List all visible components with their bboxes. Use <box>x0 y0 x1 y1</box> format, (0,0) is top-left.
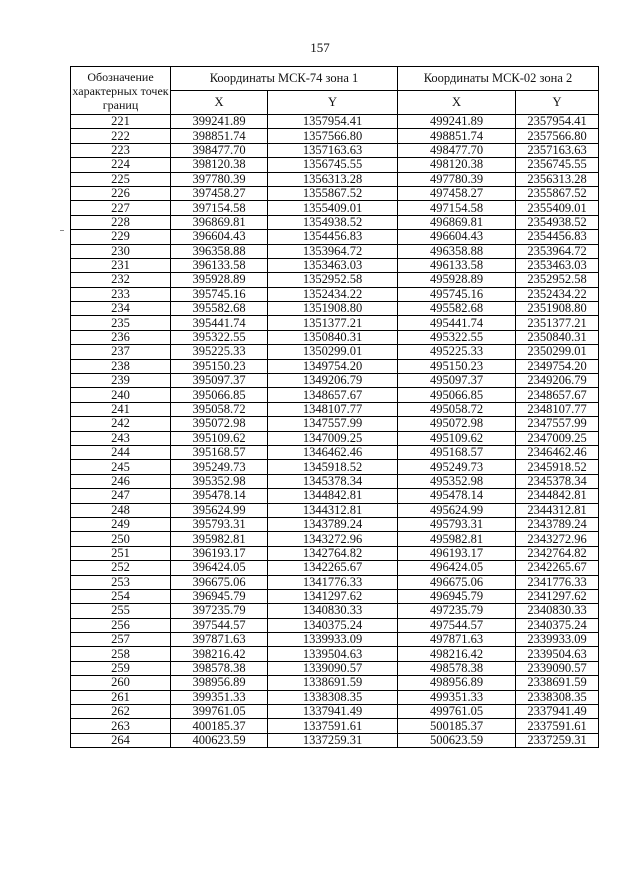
table-row <box>71 503 599 517</box>
cell-point-number: 225 <box>71 172 171 186</box>
cell-point-number: 246 <box>71 474 171 488</box>
table-row <box>71 374 599 388</box>
cell-point-number: 240 <box>71 388 171 402</box>
cell-point-number: 263 <box>71 719 171 733</box>
cell-msk02-y: 2354456.83 <box>516 230 599 244</box>
cell-msk02-y: 2342764.82 <box>516 546 599 560</box>
cell-msk02-x: 496604.43 <box>398 230 516 244</box>
cell-point-number: 224 <box>71 158 171 172</box>
table-row <box>71 273 599 287</box>
cell-msk02-x: 495322.55 <box>398 330 516 344</box>
cell-msk74-x: 396869.81 <box>171 215 268 229</box>
cell-msk02-x: 498578.38 <box>398 661 516 675</box>
table-row <box>71 287 599 301</box>
cell-msk74-x: 395249.73 <box>171 460 268 474</box>
cell-msk74-x: 395150.23 <box>171 359 268 373</box>
cell-msk74-x: 398477.70 <box>171 143 268 157</box>
table-row <box>71 733 599 747</box>
cell-msk74-y: 1343789.24 <box>268 517 398 531</box>
cell-msk02-x: 497154.58 <box>398 201 516 215</box>
cell-msk02-x: 496424.05 <box>398 561 516 575</box>
cell-msk02-y: 2356745.55 <box>516 158 599 172</box>
cell-msk02-x: 495066.85 <box>398 388 516 402</box>
cell-msk02-x: 495928.89 <box>398 273 516 287</box>
cell-msk02-y: 2353964.72 <box>516 244 599 258</box>
table-row <box>71 158 599 172</box>
table-row <box>71 460 599 474</box>
cell-point-number: 260 <box>71 676 171 690</box>
cell-msk74-x: 395168.57 <box>171 445 268 459</box>
cell-msk02-y: 2348657.67 <box>516 388 599 402</box>
cell-msk74-x: 396193.17 <box>171 546 268 560</box>
cell-msk02-x: 498956.89 <box>398 676 516 690</box>
cell-msk02-x: 497780.39 <box>398 172 516 186</box>
cell-msk02-y: 2346462.46 <box>516 445 599 459</box>
cell-point-number: 239 <box>71 374 171 388</box>
cell-point-number: 238 <box>71 359 171 373</box>
cell-msk74-y: 1354938.52 <box>268 215 398 229</box>
cell-msk02-y: 2343272.96 <box>516 532 599 546</box>
cell-msk74-y: 1341297.62 <box>268 589 398 603</box>
cell-msk02-y: 2345918.52 <box>516 460 599 474</box>
table-row <box>71 201 599 215</box>
cell-point-number: 234 <box>71 302 171 316</box>
cell-msk02-x: 499241.89 <box>398 115 516 129</box>
cell-msk74-y: 1351908.80 <box>268 302 398 316</box>
cell-msk02-y: 2343789.24 <box>516 517 599 531</box>
cell-point-number: 250 <box>71 532 171 546</box>
cell-msk02-x: 498851.74 <box>398 129 516 143</box>
cell-msk02-y: 2348107.77 <box>516 402 599 416</box>
table-header <box>71 67 599 115</box>
cell-msk74-x: 395982.81 <box>171 532 268 546</box>
cell-msk02-x: 498477.70 <box>398 143 516 157</box>
cell-point-number: 236 <box>71 330 171 344</box>
cell-point-number: 233 <box>71 287 171 301</box>
cell-point-number: 262 <box>71 705 171 719</box>
table-row <box>71 359 599 373</box>
cell-msk02-x: 495793.31 <box>398 517 516 531</box>
table-row <box>71 244 599 258</box>
table-row <box>71 532 599 546</box>
cell-msk02-y: 2349206.79 <box>516 374 599 388</box>
cell-msk74-y: 1356313.28 <box>268 172 398 186</box>
table-row <box>71 115 599 129</box>
cell-msk74-y: 1338691.59 <box>268 676 398 690</box>
cell-msk74-y: 1340375.24 <box>268 618 398 632</box>
cell-point-number: 231 <box>71 258 171 272</box>
cell-msk02-x: 495072.98 <box>398 417 516 431</box>
cell-msk74-x: 397235.79 <box>171 604 268 618</box>
header-msk02-y: Y <box>516 91 599 115</box>
cell-msk02-x: 496675.06 <box>398 575 516 589</box>
cell-msk02-y: 2344312.81 <box>516 503 599 517</box>
cell-msk74-y: 1348107.77 <box>268 402 398 416</box>
cell-msk74-x: 396604.43 <box>171 230 268 244</box>
table-row <box>71 445 599 459</box>
cell-msk74-x: 395928.89 <box>171 273 268 287</box>
cell-msk74-y: 1347557.99 <box>268 417 398 431</box>
cell-msk02-y: 2337591.61 <box>516 719 599 733</box>
cell-msk74-y: 1352952.58 <box>268 273 398 287</box>
cell-msk74-y: 1353463.03 <box>268 258 398 272</box>
cell-msk02-y: 2338691.59 <box>516 676 599 690</box>
cell-msk02-y: 2354938.52 <box>516 215 599 229</box>
table-row <box>71 230 599 244</box>
cell-msk74-x: 400185.37 <box>171 719 268 733</box>
table-row <box>71 705 599 719</box>
table-row <box>71 388 599 402</box>
cell-msk74-y: 1357954.41 <box>268 115 398 129</box>
cell-msk74-y: 1357163.63 <box>268 143 398 157</box>
cell-msk02-y: 2356313.28 <box>516 172 599 186</box>
cell-msk02-y: 2345378.34 <box>516 474 599 488</box>
cell-msk02-x: 495624.99 <box>398 503 516 517</box>
cell-msk74-x: 395352.98 <box>171 474 268 488</box>
cell-msk74-y: 1357566.80 <box>268 129 398 143</box>
cell-msk02-x: 495225.33 <box>398 345 516 359</box>
cell-point-number: 254 <box>71 589 171 603</box>
cell-msk02-y: 2352434.22 <box>516 287 599 301</box>
cell-msk74-y: 1344312.81 <box>268 503 398 517</box>
cell-msk02-x: 495982.81 <box>398 532 516 546</box>
cell-msk74-y: 1348657.67 <box>268 388 398 402</box>
cell-point-number: 256 <box>71 618 171 632</box>
cell-msk74-x: 399351.33 <box>171 690 268 704</box>
cell-point-number: 258 <box>71 647 171 661</box>
table-row <box>71 402 599 416</box>
cell-msk74-x: 398120.38 <box>171 158 268 172</box>
cell-msk02-x: 499761.05 <box>398 705 516 719</box>
cell-msk74-y: 1355867.52 <box>268 186 398 200</box>
cell-msk74-y: 1338308.35 <box>268 690 398 704</box>
cell-msk74-x: 398578.38 <box>171 661 268 675</box>
cell-point-number: 229 <box>71 230 171 244</box>
cell-point-number: 242 <box>71 417 171 431</box>
cell-msk02-y: 2337941.49 <box>516 705 599 719</box>
table-row <box>71 719 599 733</box>
cell-point-number: 243 <box>71 431 171 445</box>
table-row <box>71 489 599 503</box>
cell-point-number: 248 <box>71 503 171 517</box>
cell-msk02-y: 2342265.67 <box>516 561 599 575</box>
cell-point-number: 249 <box>71 517 171 531</box>
cell-point-number: 244 <box>71 445 171 459</box>
cell-msk02-y: 2347557.99 <box>516 417 599 431</box>
cell-msk74-y: 1355409.01 <box>268 201 398 215</box>
cell-msk02-y: 2353463.03 <box>516 258 599 272</box>
cell-msk74-x: 398216.42 <box>171 647 268 661</box>
cell-msk74-x: 397458.27 <box>171 186 268 200</box>
cell-msk02-x: 495168.57 <box>398 445 516 459</box>
cell-msk74-y: 1337259.31 <box>268 733 398 747</box>
cell-msk74-x: 395793.31 <box>171 517 268 531</box>
table-row <box>71 575 599 589</box>
cell-point-number: 251 <box>71 546 171 560</box>
cell-msk74-x: 400623.59 <box>171 733 268 747</box>
cell-msk02-x: 497235.79 <box>398 604 516 618</box>
cell-msk02-x: 495109.62 <box>398 431 516 445</box>
cell-msk02-y: 2337259.31 <box>516 733 599 747</box>
cell-msk02-y: 2339933.09 <box>516 633 599 647</box>
cell-msk02-y: 2349754.20 <box>516 359 599 373</box>
cell-msk74-x: 397871.63 <box>171 633 268 647</box>
table-row <box>71 633 599 647</box>
cell-msk74-y: 1337941.49 <box>268 705 398 719</box>
cell-point-number: 237 <box>71 345 171 359</box>
cell-msk74-x: 395097.37 <box>171 374 268 388</box>
table-body <box>71 115 599 748</box>
cell-msk74-x: 397544.57 <box>171 618 268 632</box>
cell-msk74-y: 1346462.46 <box>268 445 398 459</box>
cell-msk74-y: 1345918.52 <box>268 460 398 474</box>
cell-point-number: 245 <box>71 460 171 474</box>
cell-msk74-y: 1345378.34 <box>268 474 398 488</box>
cell-msk74-y: 1340830.33 <box>268 604 398 618</box>
table-row <box>71 647 599 661</box>
table-row <box>71 302 599 316</box>
table-row <box>71 186 599 200</box>
cell-msk74-x: 395624.99 <box>171 503 268 517</box>
cell-msk02-x: 495249.73 <box>398 460 516 474</box>
cell-msk74-y: 1350840.31 <box>268 330 398 344</box>
cell-msk02-x: 495582.68 <box>398 302 516 316</box>
cell-msk74-y: 1344842.81 <box>268 489 398 503</box>
cell-msk74-x: 399241.89 <box>171 115 268 129</box>
cell-msk02-x: 497871.63 <box>398 633 516 647</box>
cell-msk74-y: 1351377.21 <box>268 316 398 330</box>
cell-msk74-y: 1341776.33 <box>268 575 398 589</box>
cell-point-number: 261 <box>71 690 171 704</box>
cell-point-number: 235 <box>71 316 171 330</box>
cell-msk74-x: 395109.62 <box>171 431 268 445</box>
cell-msk74-x: 396424.05 <box>171 561 268 575</box>
header-msk74: Координаты МСК-74 зона 1 <box>171 67 398 91</box>
cell-msk02-x: 496358.88 <box>398 244 516 258</box>
cell-point-number: 259 <box>71 661 171 675</box>
cell-msk02-x: 496869.81 <box>398 215 516 229</box>
cell-msk74-y: 1352434.22 <box>268 287 398 301</box>
cell-point-number: 247 <box>71 489 171 503</box>
cell-point-number: 221 <box>71 115 171 129</box>
table-row <box>71 546 599 560</box>
cell-point-number: 227 <box>71 201 171 215</box>
cell-msk02-x: 500623.59 <box>398 733 516 747</box>
table-row <box>71 215 599 229</box>
cell-msk74-x: 399761.05 <box>171 705 268 719</box>
cell-msk74-x: 395225.33 <box>171 345 268 359</box>
table-row <box>71 316 599 330</box>
cell-msk02-x: 497458.27 <box>398 186 516 200</box>
cell-msk74-x: 397780.39 <box>171 172 268 186</box>
cell-msk74-y: 1339504.63 <box>268 647 398 661</box>
cell-msk02-y: 2350840.31 <box>516 330 599 344</box>
table-row <box>71 258 599 272</box>
cell-msk02-x: 495352.98 <box>398 474 516 488</box>
cell-msk74-y: 1356745.55 <box>268 158 398 172</box>
cell-msk02-y: 2352952.58 <box>516 273 599 287</box>
cell-msk74-y: 1342265.67 <box>268 561 398 575</box>
cell-msk74-x: 395478.14 <box>171 489 268 503</box>
cell-point-number: 264 <box>71 733 171 747</box>
cell-msk74-x: 395072.98 <box>171 417 268 431</box>
cell-msk74-y: 1339933.09 <box>268 633 398 647</box>
cell-msk02-x: 495058.72 <box>398 402 516 416</box>
cell-msk02-y: 2351908.80 <box>516 302 599 316</box>
cell-point-number: 257 <box>71 633 171 647</box>
cell-msk74-y: 1354456.83 <box>268 230 398 244</box>
cell-msk02-y: 2344842.81 <box>516 489 599 503</box>
cell-msk74-y: 1337591.61 <box>268 719 398 733</box>
cell-msk74-x: 396675.06 <box>171 575 268 589</box>
coordinates-table <box>70 66 599 748</box>
cell-msk02-y: 2347009.25 <box>516 431 599 445</box>
cell-point-number: 223 <box>71 143 171 157</box>
table-row <box>71 661 599 675</box>
cell-point-number: 222 <box>71 129 171 143</box>
cell-msk02-y: 2357566.80 <box>516 129 599 143</box>
page-number: 157 <box>310 40 330 55</box>
header-msk02-x: X <box>398 91 516 115</box>
cell-msk74-y: 1349206.79 <box>268 374 398 388</box>
table-row <box>71 517 599 531</box>
cell-msk02-x: 495478.14 <box>398 489 516 503</box>
cell-msk74-x: 396133.58 <box>171 258 268 272</box>
cell-msk02-y: 2357163.63 <box>516 143 599 157</box>
cell-msk02-x: 498216.42 <box>398 647 516 661</box>
cell-msk02-y: 2339090.57 <box>516 661 599 675</box>
cell-msk02-x: 498120.38 <box>398 158 516 172</box>
table-row <box>71 431 599 445</box>
cell-msk74-y: 1347009.25 <box>268 431 398 445</box>
cell-msk02-y: 2338308.35 <box>516 690 599 704</box>
cell-point-number: 252 <box>71 561 171 575</box>
table-row <box>71 129 599 143</box>
cell-msk74-x: 395441.74 <box>171 316 268 330</box>
cell-msk02-y: 2350299.01 <box>516 345 599 359</box>
table-row <box>71 143 599 157</box>
cell-msk02-y: 2351377.21 <box>516 316 599 330</box>
cell-msk02-y: 2340375.24 <box>516 618 599 632</box>
cell-msk74-x: 396358.88 <box>171 244 268 258</box>
cell-msk74-y: 1343272.96 <box>268 532 398 546</box>
table-row <box>71 561 599 575</box>
header-msk02: Координаты МСК-02 зона 2 <box>398 67 599 91</box>
table-row <box>71 474 599 488</box>
cell-msk02-y: 2341297.62 <box>516 589 599 603</box>
cell-msk02-x: 497544.57 <box>398 618 516 632</box>
cell-msk74-x: 395322.55 <box>171 330 268 344</box>
cell-msk74-y: 1339090.57 <box>268 661 398 675</box>
cell-msk02-x: 495441.74 <box>398 316 516 330</box>
cell-msk74-x: 395745.16 <box>171 287 268 301</box>
header-point-label: Обозначение характерных точек границ <box>71 67 171 115</box>
cell-msk74-x: 398851.74 <box>171 129 268 143</box>
cell-msk02-x: 495745.16 <box>398 287 516 301</box>
cell-msk74-x: 396945.79 <box>171 589 268 603</box>
table-row <box>71 589 599 603</box>
cell-msk02-x: 495150.23 <box>398 359 516 373</box>
cell-point-number: 232 <box>71 273 171 287</box>
table-row <box>71 330 599 344</box>
table-row <box>71 690 599 704</box>
table-row <box>71 618 599 632</box>
cell-msk02-y: 2357954.41 <box>516 115 599 129</box>
cell-msk74-x: 398956.89 <box>171 676 268 690</box>
cell-point-number: 230 <box>71 244 171 258</box>
table-row <box>71 417 599 431</box>
cell-msk74-y: 1350299.01 <box>268 345 398 359</box>
table-row <box>71 676 599 690</box>
cell-point-number: 241 <box>71 402 171 416</box>
cell-msk74-y: 1342764.82 <box>268 546 398 560</box>
cell-msk74-x: 397154.58 <box>171 201 268 215</box>
cell-msk74-y: 1353964.72 <box>268 244 398 258</box>
cell-msk74-x: 395582.68 <box>171 302 268 316</box>
cell-msk02-y: 2341776.33 <box>516 575 599 589</box>
table-row <box>71 345 599 359</box>
header-msk74-y: Y <box>268 91 398 115</box>
cell-point-number: 255 <box>71 604 171 618</box>
cell-point-number: 253 <box>71 575 171 589</box>
cell-msk02-x: 496193.17 <box>398 546 516 560</box>
cell-msk02-x: 500185.37 <box>398 719 516 733</box>
cell-msk02-y: 2355867.52 <box>516 186 599 200</box>
cell-msk02-x: 499351.33 <box>398 690 516 704</box>
cell-msk02-y: 2355409.01 <box>516 201 599 215</box>
cell-msk02-x: 495097.37 <box>398 374 516 388</box>
cell-point-number: 226 <box>71 186 171 200</box>
cell-msk02-y: 2340830.33 <box>516 604 599 618</box>
cell-point-number: 228 <box>71 215 171 229</box>
header-msk74-x: X <box>171 91 268 115</box>
cell-msk02-x: 496945.79 <box>398 589 516 603</box>
cell-msk02-x: 496133.58 <box>398 258 516 272</box>
table-row <box>71 172 599 186</box>
scan-mark <box>60 230 64 231</box>
cell-msk74-y: 1349754.20 <box>268 359 398 373</box>
table-row <box>71 604 599 618</box>
cell-msk74-x: 395058.72 <box>171 402 268 416</box>
cell-msk74-x: 395066.85 <box>171 388 268 402</box>
cell-msk02-y: 2339504.63 <box>516 647 599 661</box>
